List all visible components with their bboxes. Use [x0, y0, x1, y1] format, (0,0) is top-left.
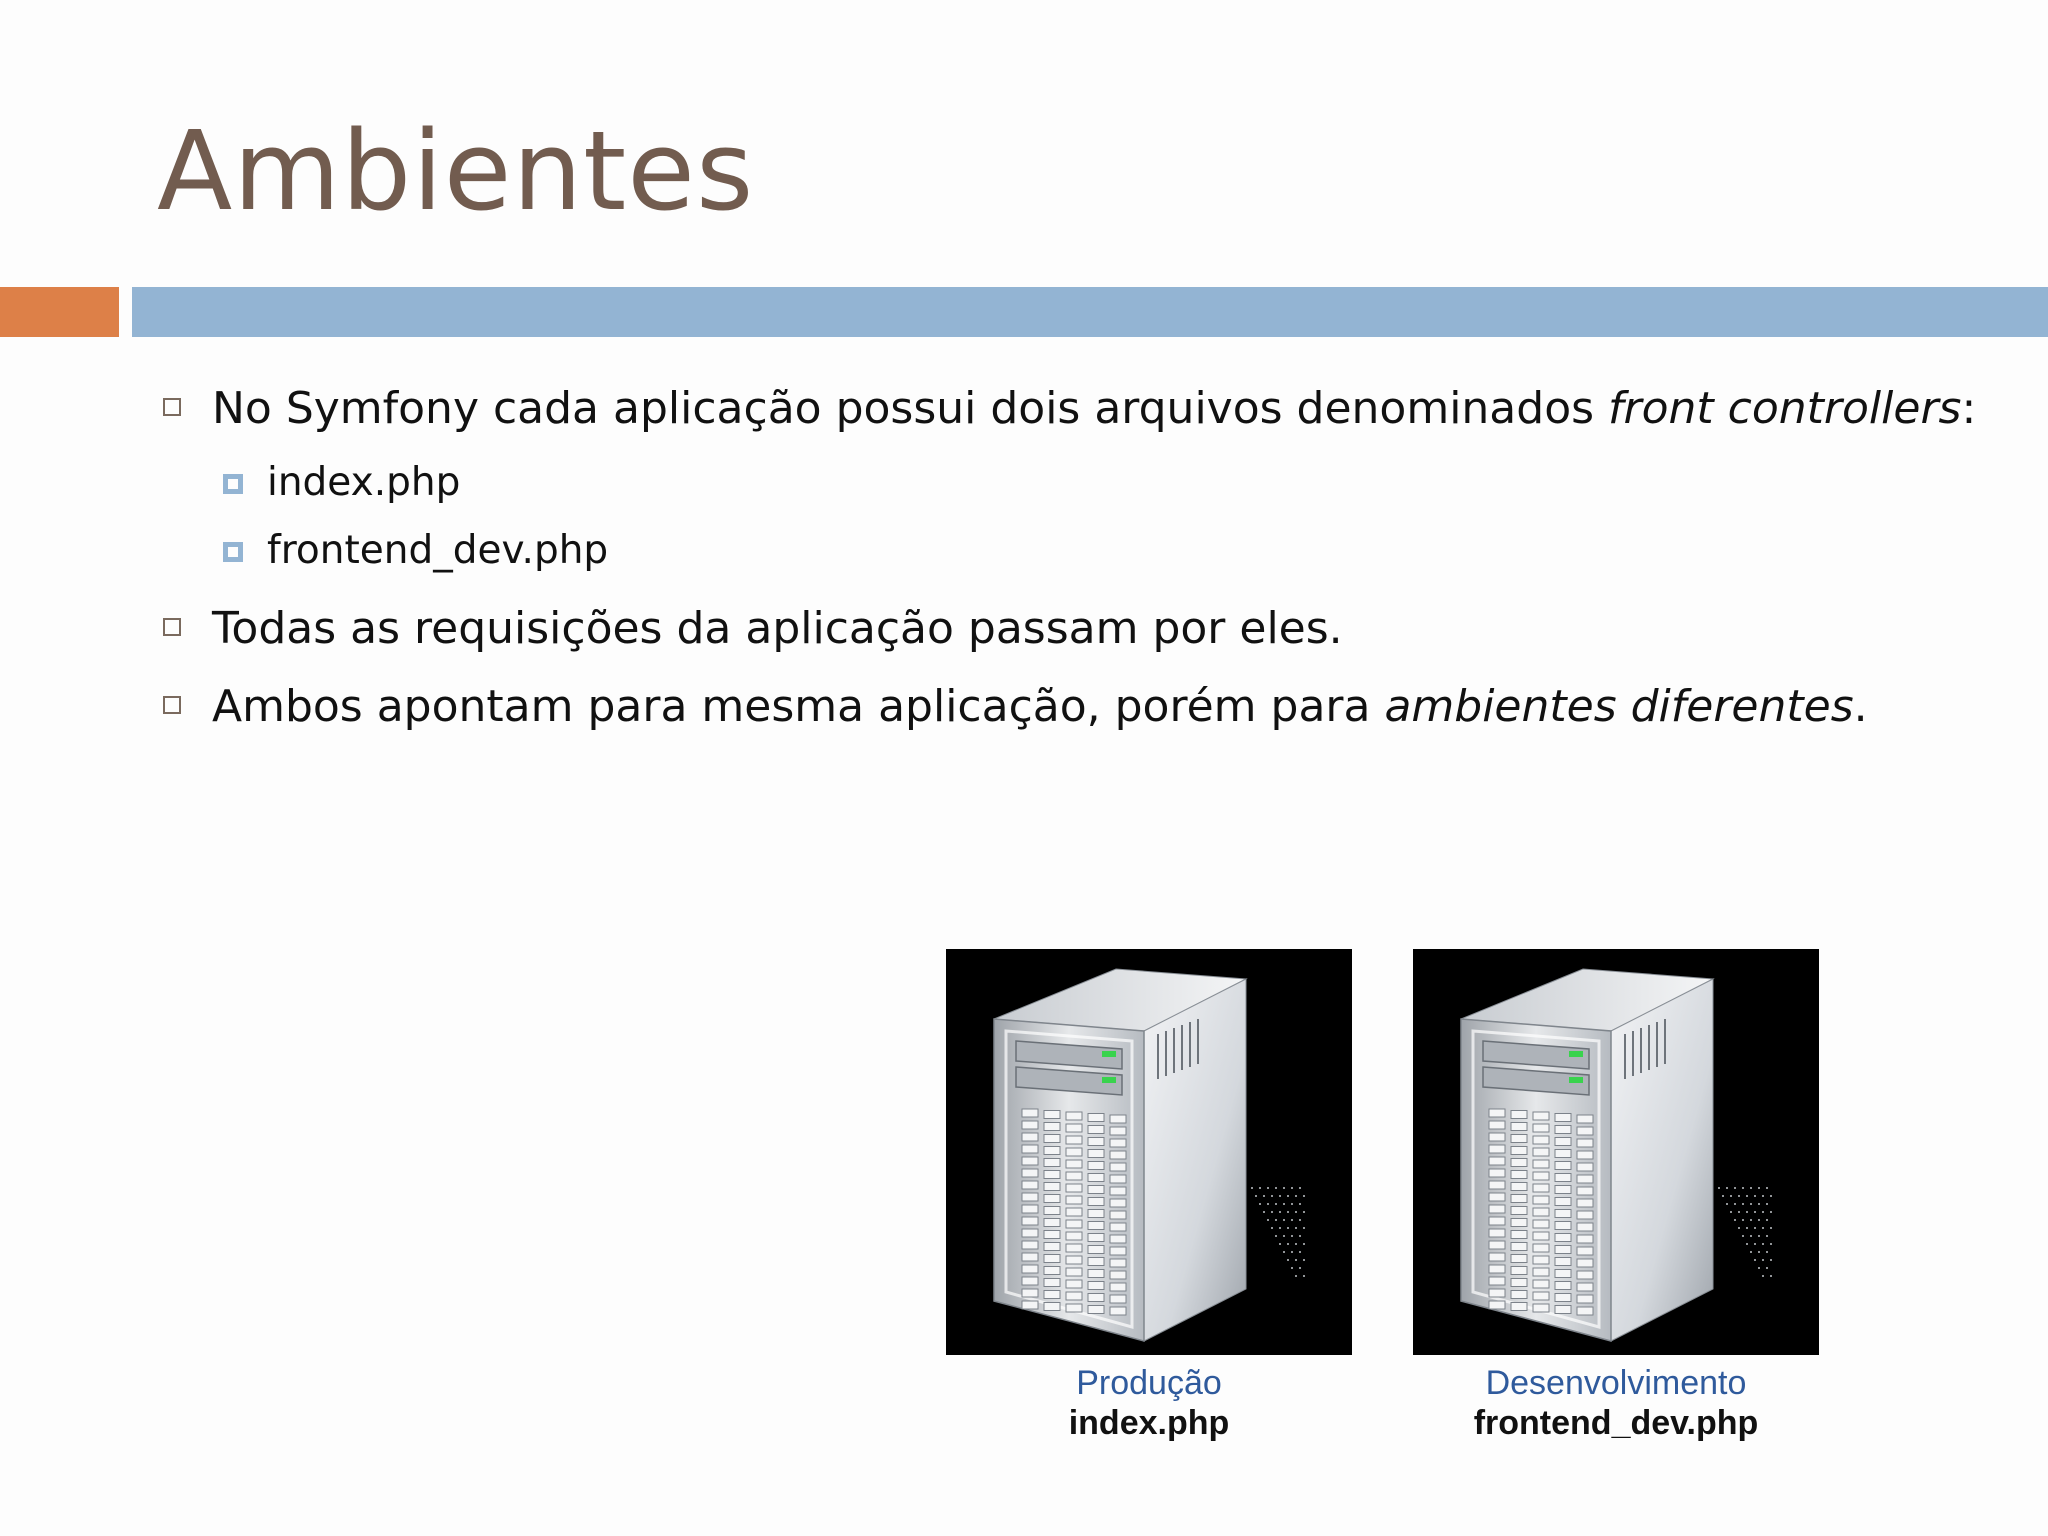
sub-bullet-text: index.php [267, 460, 461, 505]
server-shadow [1251, 1187, 1305, 1277]
bullet-list [157, 372, 2017, 748]
accent-bar-orange [0, 287, 119, 337]
bullet-text-italic: front controllers [1608, 383, 1962, 434]
figure-filename: frontend_dev.php [1473, 1404, 1759, 1442]
figure-development [1413, 949, 1819, 1443]
server-icon [946, 949, 1352, 1355]
sub-bullet-square-icon [223, 474, 243, 494]
server-icon [1413, 949, 1819, 1355]
bullet-text: Todas as requisições da aplicação passam por eles. [212, 603, 1343, 654]
bullet-text-end: : [1961, 383, 1977, 434]
figure-filename: index.php [1068, 1404, 1230, 1442]
bullet-square-icon [163, 696, 181, 714]
bullet-text: Ambos apontam para mesma aplicação, porém para [212, 681, 1385, 732]
bullet-text: No Symfony cada aplicação possui dois arquivos denominados [212, 383, 1609, 434]
figure-production [946, 949, 1352, 1443]
server-image-box [1413, 949, 1819, 1355]
slide-title: Ambientes [157, 107, 755, 235]
server-image-box [946, 949, 1352, 1355]
bullet-item [157, 372, 2017, 450]
sub-bullet-square-icon [223, 542, 243, 562]
server-grille [1489, 1109, 1593, 1315]
figure-label: Produção [1076, 1364, 1222, 1402]
bullet-text-italic: ambientes diferentes [1384, 681, 1854, 732]
bullet-square-icon [163, 398, 181, 416]
sub-bullet-item [157, 518, 2017, 586]
server-grille [1022, 1109, 1126, 1315]
server-shadow [1718, 1187, 1772, 1277]
sub-bullet-item [157, 450, 2017, 518]
accent-bar-blue [132, 287, 2048, 337]
bullet-square-icon [163, 618, 181, 636]
bullet-item [157, 592, 2017, 670]
bullet-text-end: . [1853, 681, 1868, 732]
sub-bullet-text: frontend_dev.php [267, 528, 609, 573]
figure-label: Desenvolvimento [1485, 1364, 1747, 1402]
bullet-item [157, 670, 2017, 748]
